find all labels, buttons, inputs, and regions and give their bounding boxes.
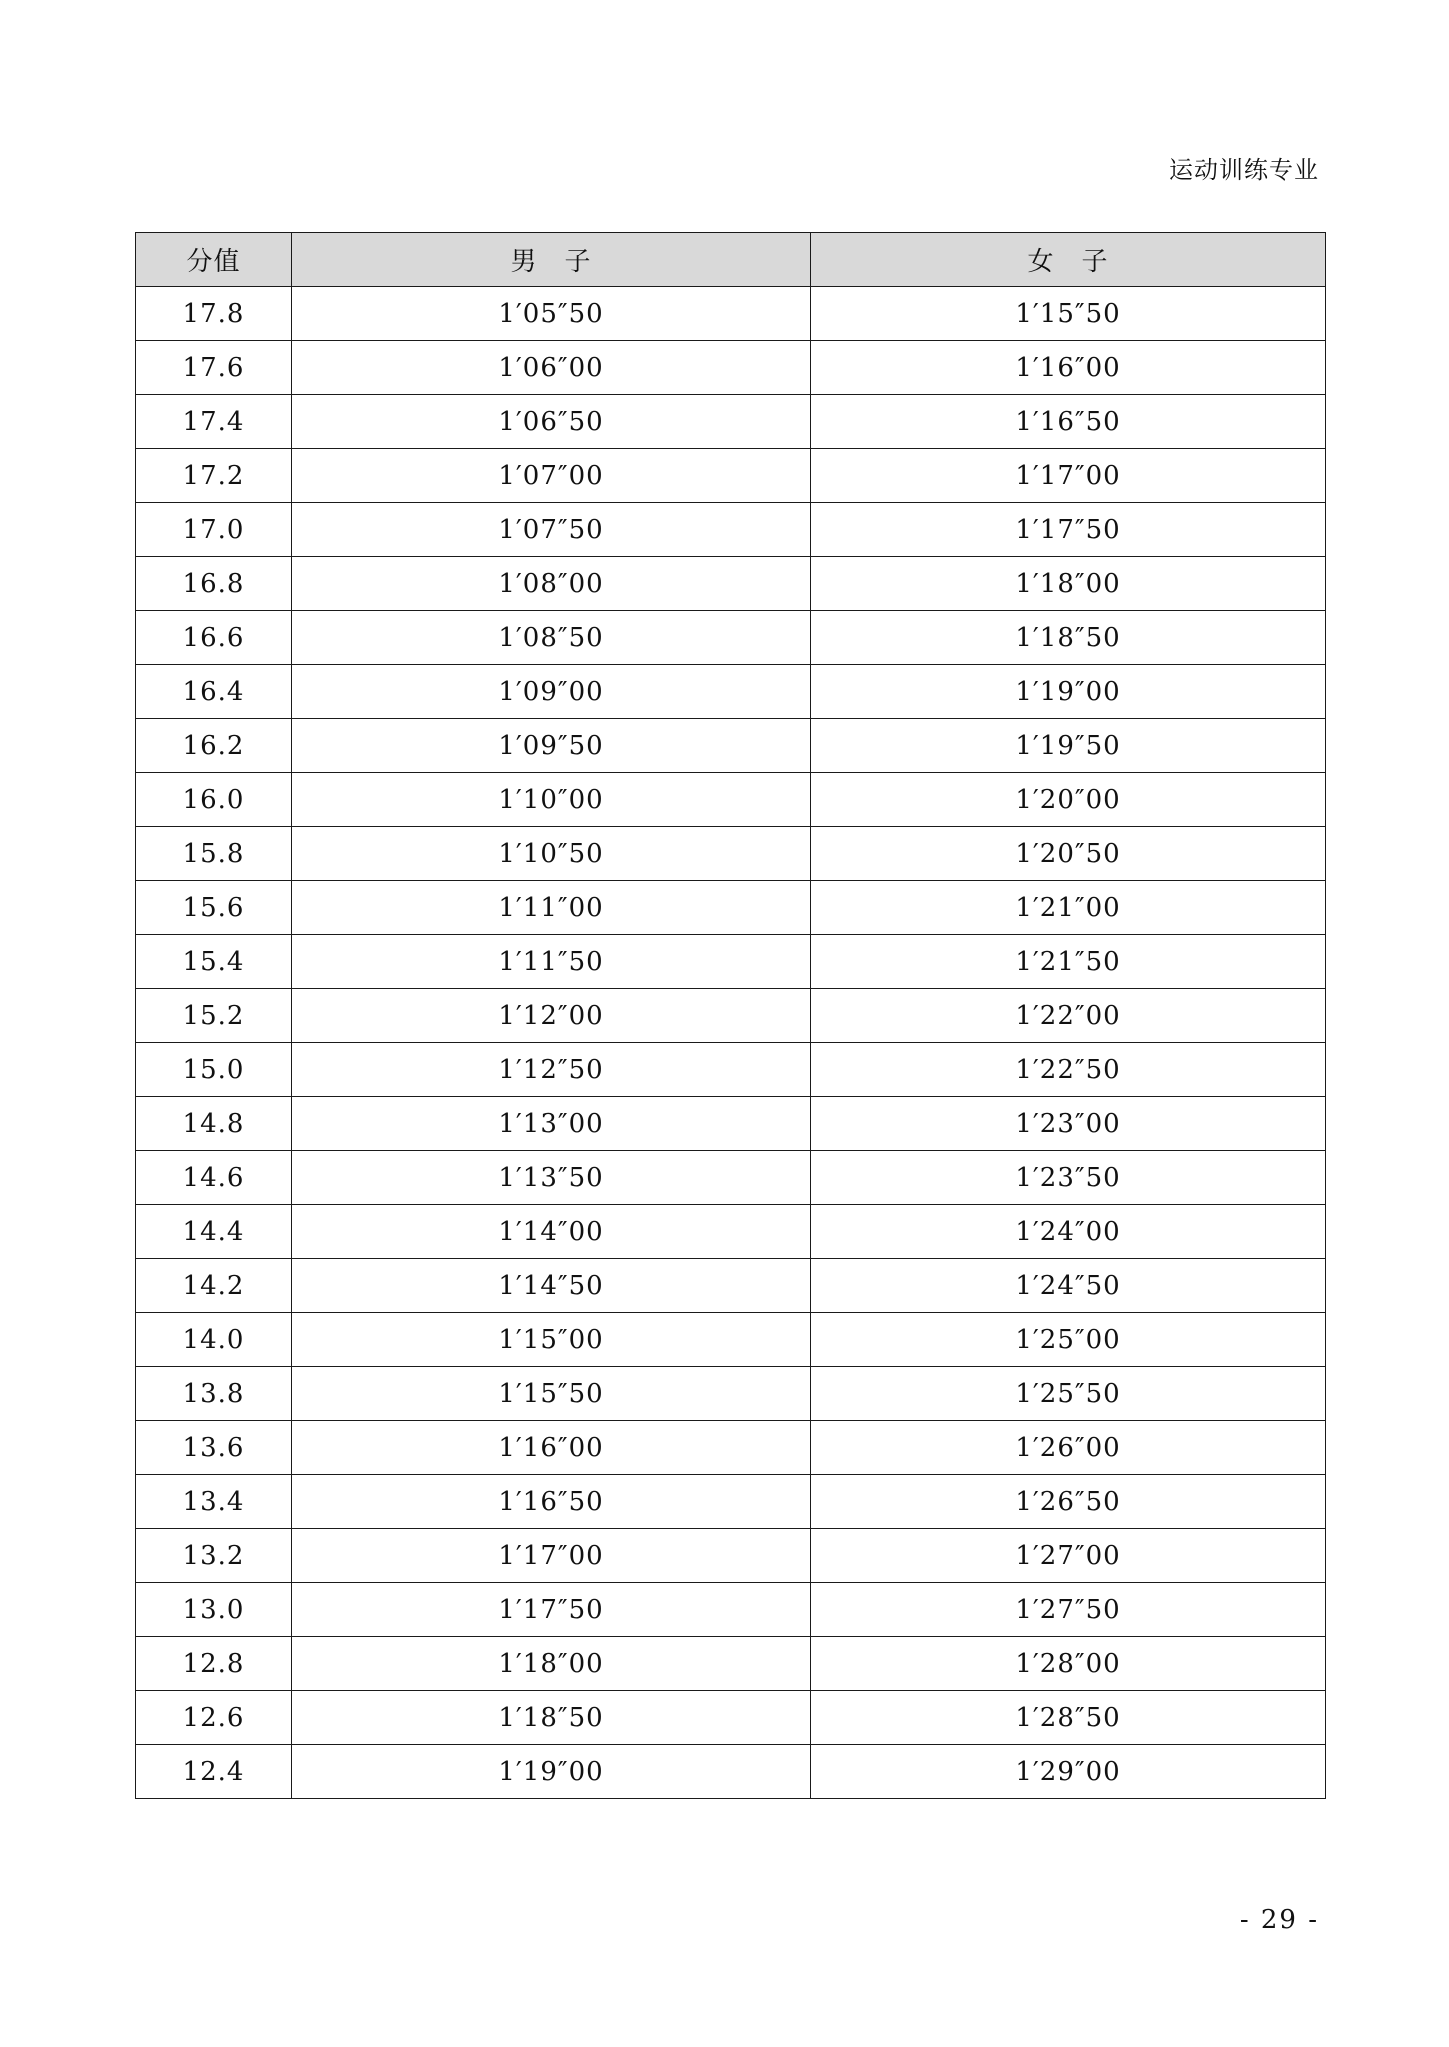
table-row [136, 1691, 1326, 1745]
female-time-cell: 1′23″50 [811, 1151, 1326, 1205]
table-row [136, 773, 1326, 827]
table-row [136, 1151, 1326, 1205]
table-row [136, 989, 1326, 1043]
score-cell: 12.8 [136, 1637, 292, 1691]
table-row [136, 935, 1326, 989]
table-header-row [136, 233, 1326, 287]
score-cell: 16.8 [136, 557, 292, 611]
score-cell: 13.0 [136, 1583, 292, 1637]
table-row [136, 1745, 1326, 1799]
table-row [136, 881, 1326, 935]
male-time-cell: 1′16″00 [292, 1421, 811, 1475]
column-header-female: 女 子 [811, 233, 1326, 287]
table-body [136, 287, 1326, 1799]
female-time-cell: 1′17″00 [811, 449, 1326, 503]
male-time-cell: 1′11″00 [292, 881, 811, 935]
male-time-cell: 1′07″00 [292, 449, 811, 503]
male-time-cell: 1′12″50 [292, 1043, 811, 1097]
score-cell: 14.0 [136, 1313, 292, 1367]
score-cell: 13.6 [136, 1421, 292, 1475]
male-time-cell: 1′07″50 [292, 503, 811, 557]
score-cell: 16.0 [136, 773, 292, 827]
female-time-cell: 1′21″00 [811, 881, 1326, 935]
female-time-cell: 1′19″50 [811, 719, 1326, 773]
male-time-cell: 1′17″00 [292, 1529, 811, 1583]
table-row [136, 1637, 1326, 1691]
female-time-cell: 1′19″00 [811, 665, 1326, 719]
table-row [136, 1367, 1326, 1421]
male-time-cell: 1′11″50 [292, 935, 811, 989]
male-time-cell: 1′17″50 [292, 1583, 811, 1637]
female-time-cell: 1′22″00 [811, 989, 1326, 1043]
table-row [136, 1205, 1326, 1259]
table-row [136, 557, 1326, 611]
female-time-cell: 1′22″50 [811, 1043, 1326, 1097]
male-time-cell: 1′09″50 [292, 719, 811, 773]
male-time-cell: 1′10″00 [292, 773, 811, 827]
table-row [136, 1475, 1326, 1529]
page-number: - 29 - [1239, 1905, 1319, 1935]
score-cell: 14.6 [136, 1151, 292, 1205]
male-time-cell: 1′14″00 [292, 1205, 811, 1259]
male-time-cell: 1′18″50 [292, 1691, 811, 1745]
table-row [136, 1259, 1326, 1313]
score-cell: 17.0 [136, 503, 292, 557]
male-time-cell: 1′08″50 [292, 611, 811, 665]
female-time-cell: 1′25″00 [811, 1313, 1326, 1367]
table-row [136, 395, 1326, 449]
score-cell: 16.4 [136, 665, 292, 719]
column-header-male: 男 子 [292, 233, 811, 287]
female-time-cell: 1′24″00 [811, 1205, 1326, 1259]
male-time-cell: 1′14″50 [292, 1259, 811, 1313]
score-cell: 14.2 [136, 1259, 292, 1313]
table-header [136, 233, 1326, 287]
female-time-cell: 1′20″00 [811, 773, 1326, 827]
score-cell: 17.2 [136, 449, 292, 503]
score-cell: 17.6 [136, 341, 292, 395]
male-time-cell: 1′06″50 [292, 395, 811, 449]
score-table [135, 232, 1326, 1799]
score-cell: 17.8 [136, 287, 292, 341]
column-header-score: 分值 [136, 233, 292, 287]
male-time-cell: 1′19″00 [292, 1745, 811, 1799]
female-time-cell: 1′17″50 [811, 503, 1326, 557]
table-row [136, 1421, 1326, 1475]
score-cell: 16.6 [136, 611, 292, 665]
score-cell: 16.2 [136, 719, 292, 773]
score-cell: 13.8 [136, 1367, 292, 1421]
score-cell: 15.4 [136, 935, 292, 989]
table-row [136, 665, 1326, 719]
running-title: 运动训练专业 [1169, 156, 1319, 184]
male-time-cell: 1′18″00 [292, 1637, 811, 1691]
table-row [136, 1043, 1326, 1097]
male-time-cell: 1′08″00 [292, 557, 811, 611]
male-time-cell: 1′15″50 [292, 1367, 811, 1421]
female-time-cell: 1′27″50 [811, 1583, 1326, 1637]
table-row [136, 611, 1326, 665]
score-cell: 13.4 [136, 1475, 292, 1529]
female-time-cell: 1′27″00 [811, 1529, 1326, 1583]
table-row [136, 1529, 1326, 1583]
score-cell: 17.4 [136, 395, 292, 449]
female-time-cell: 1′21″50 [811, 935, 1326, 989]
female-time-cell: 1′29″00 [811, 1745, 1326, 1799]
table-row [136, 1313, 1326, 1367]
score-cell: 15.2 [136, 989, 292, 1043]
score-cell: 13.2 [136, 1529, 292, 1583]
female-time-cell: 1′20″50 [811, 827, 1326, 881]
score-cell: 12.4 [136, 1745, 292, 1799]
female-time-cell: 1′25″50 [811, 1367, 1326, 1421]
female-time-cell: 1′18″50 [811, 611, 1326, 665]
table-row [136, 1583, 1326, 1637]
female-time-cell: 1′28″50 [811, 1691, 1326, 1745]
male-time-cell: 1′10″50 [292, 827, 811, 881]
male-time-cell: 1′05″50 [292, 287, 811, 341]
score-cell: 15.6 [136, 881, 292, 935]
score-cell: 14.8 [136, 1097, 292, 1151]
female-time-cell: 1′26″00 [811, 1421, 1326, 1475]
male-time-cell: 1′06″00 [292, 341, 811, 395]
female-time-cell: 1′23″00 [811, 1097, 1326, 1151]
score-cell: 14.4 [136, 1205, 292, 1259]
male-time-cell: 1′09″00 [292, 665, 811, 719]
table-row [136, 341, 1326, 395]
table-row [136, 287, 1326, 341]
table-row [136, 449, 1326, 503]
male-time-cell: 1′13″50 [292, 1151, 811, 1205]
female-time-cell: 1′26″50 [811, 1475, 1326, 1529]
male-time-cell: 1′13″00 [292, 1097, 811, 1151]
table-row [136, 827, 1326, 881]
table-row [136, 719, 1326, 773]
female-time-cell: 1′16″50 [811, 395, 1326, 449]
male-time-cell: 1′16″50 [292, 1475, 811, 1529]
score-cell: 15.0 [136, 1043, 292, 1097]
female-time-cell: 1′15″50 [811, 287, 1326, 341]
table-row [136, 503, 1326, 557]
female-time-cell: 1′16″00 [811, 341, 1326, 395]
female-time-cell: 1′28″00 [811, 1637, 1326, 1691]
female-time-cell: 1′24″50 [811, 1259, 1326, 1313]
table-row [136, 1097, 1326, 1151]
score-cell: 12.6 [136, 1691, 292, 1745]
male-time-cell: 1′15″00 [292, 1313, 811, 1367]
score-cell: 15.8 [136, 827, 292, 881]
male-time-cell: 1′12″00 [292, 989, 811, 1043]
female-time-cell: 1′18″00 [811, 557, 1326, 611]
